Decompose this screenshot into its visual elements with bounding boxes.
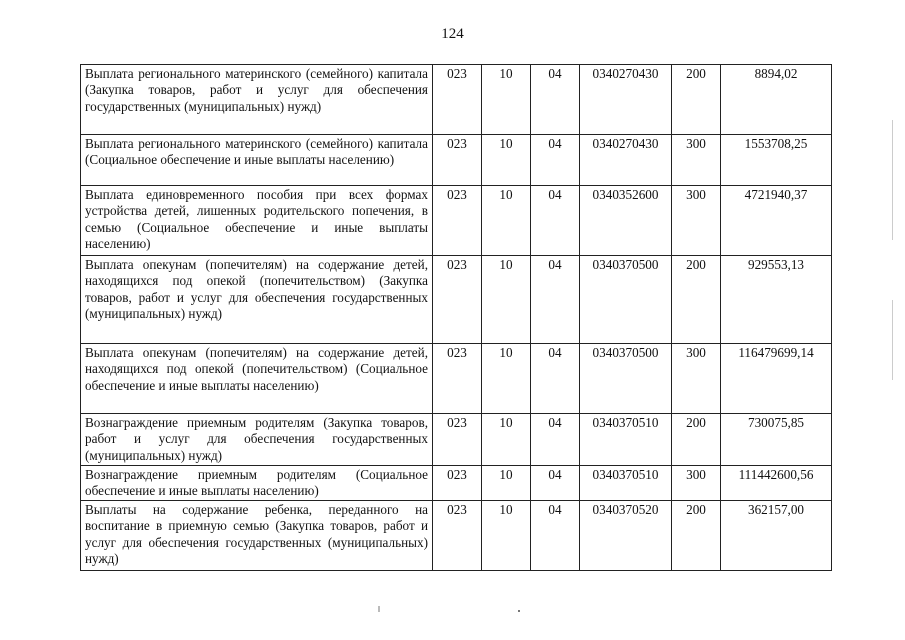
row-expense-type: 200 [672,256,721,344]
row-description: Вознаграждение приемным родителям (Закупка товаров, работ и услуг для обеспечения государственных (муниципальных) нужд) [81,414,433,466]
row-amount: 4721940,37 [721,186,832,256]
row-expense-type: 300 [672,186,721,256]
row-code-2: 10 [482,65,531,135]
row-target-article: 0340352600 [580,186,672,256]
table-row [81,65,832,135]
row-expense-type: 300 [672,466,721,501]
table-row [81,186,832,256]
row-expense-type: 300 [672,135,721,186]
row-code-2: 10 [482,466,531,501]
row-amount: 111442600,56 [721,466,832,501]
table-row [81,135,832,186]
row-code-2: 10 [482,501,531,571]
row-target-article: 0340270430 [580,135,672,186]
row-code-2: 10 [482,135,531,186]
table-row [81,256,832,344]
row-description: Вознаграждение приемным родителям (Социальное обеспечение и иные выплаты населению) [81,466,433,501]
row-target-article: 0340370510 [580,466,672,501]
row-amount: 1553708,25 [721,135,832,186]
table-row [81,414,832,466]
row-description: Выплата регионального материнского (семейного) капитала (Социальное обеспечение и иные выплаты населению) [81,135,433,186]
row-description: Выплата единовременного пособия при всех формах устройства детей, лишенных родительского попечения, в семью (Социальное обеспечение и иные выплаты населению) [81,186,433,256]
row-code-2: 10 [482,256,531,344]
row-expense-type: 300 [672,344,721,414]
row-code-3: 04 [531,65,580,135]
page-number: 124 [441,26,464,42]
row-description: Выплата регионального материнского (семейного) капитала (Закупка товаров, работ и услуг для обеспечения государственных (муниципальных) нужд) [81,65,433,135]
row-target-article: 0340270430 [580,65,672,135]
row-code-3: 04 [531,466,580,501]
table-row [81,344,832,414]
row-expense-type: 200 [672,501,721,571]
row-code-2: 10 [482,414,531,466]
row-expense-type: 200 [672,414,721,466]
scan-artifact [892,120,893,240]
row-target-article: 0340370500 [580,344,672,414]
row-code-1: 023 [433,501,482,571]
row-target-article: 0340370520 [580,501,672,571]
row-code-1: 023 [433,414,482,466]
row-code-3: 04 [531,501,580,571]
row-code-3: 04 [531,186,580,256]
row-code-2: 10 [482,186,531,256]
scan-artifact [892,300,893,380]
row-code-3: 04 [531,414,580,466]
row-code-1: 023 [433,65,482,135]
row-description: Выплаты на содержание ребенка, переданного на воспитание в приемную семью (Закупка товаров, работ и услуг для обеспечения государственных (муниципальных) нужд) [81,501,433,571]
row-description: Выплата опекунам (попечителям) на содержание детей, находящихся под опекой (попечительством) (Закупка товаров, работ и услуг для обеспечения государственных (муниципальных) нужд) [81,256,433,344]
row-expense-type: 200 [672,65,721,135]
row-code-1: 023 [433,466,482,501]
row-amount: 929553,13 [721,256,832,344]
row-code-3: 04 [531,135,580,186]
row-amount: 8894,02 [721,65,832,135]
row-target-article: 0340370510 [580,414,672,466]
row-amount: 730075,85 [721,414,832,466]
row-code-3: 04 [531,256,580,344]
row-code-1: 023 [433,256,482,344]
row-description: Выплата опекунам (попечителям) на содержание детей, находящихся под опекой (попечительством) (Социальное обеспечение и иные выплаты населению) [81,344,433,414]
row-code-1: 023 [433,344,482,414]
table-row [81,466,832,501]
row-amount: 362157,00 [721,501,832,571]
row-target-article: 0340370500 [580,256,672,344]
row-amount: 116479699,14 [721,344,832,414]
row-code-1: 023 [433,186,482,256]
row-code-2: 10 [482,344,531,414]
budget-table [80,64,832,571]
row-code-3: 04 [531,344,580,414]
row-code-1: 023 [433,135,482,186]
scan-artifact [378,606,380,612]
table-row [81,501,832,571]
scan-artifact [518,610,520,612]
